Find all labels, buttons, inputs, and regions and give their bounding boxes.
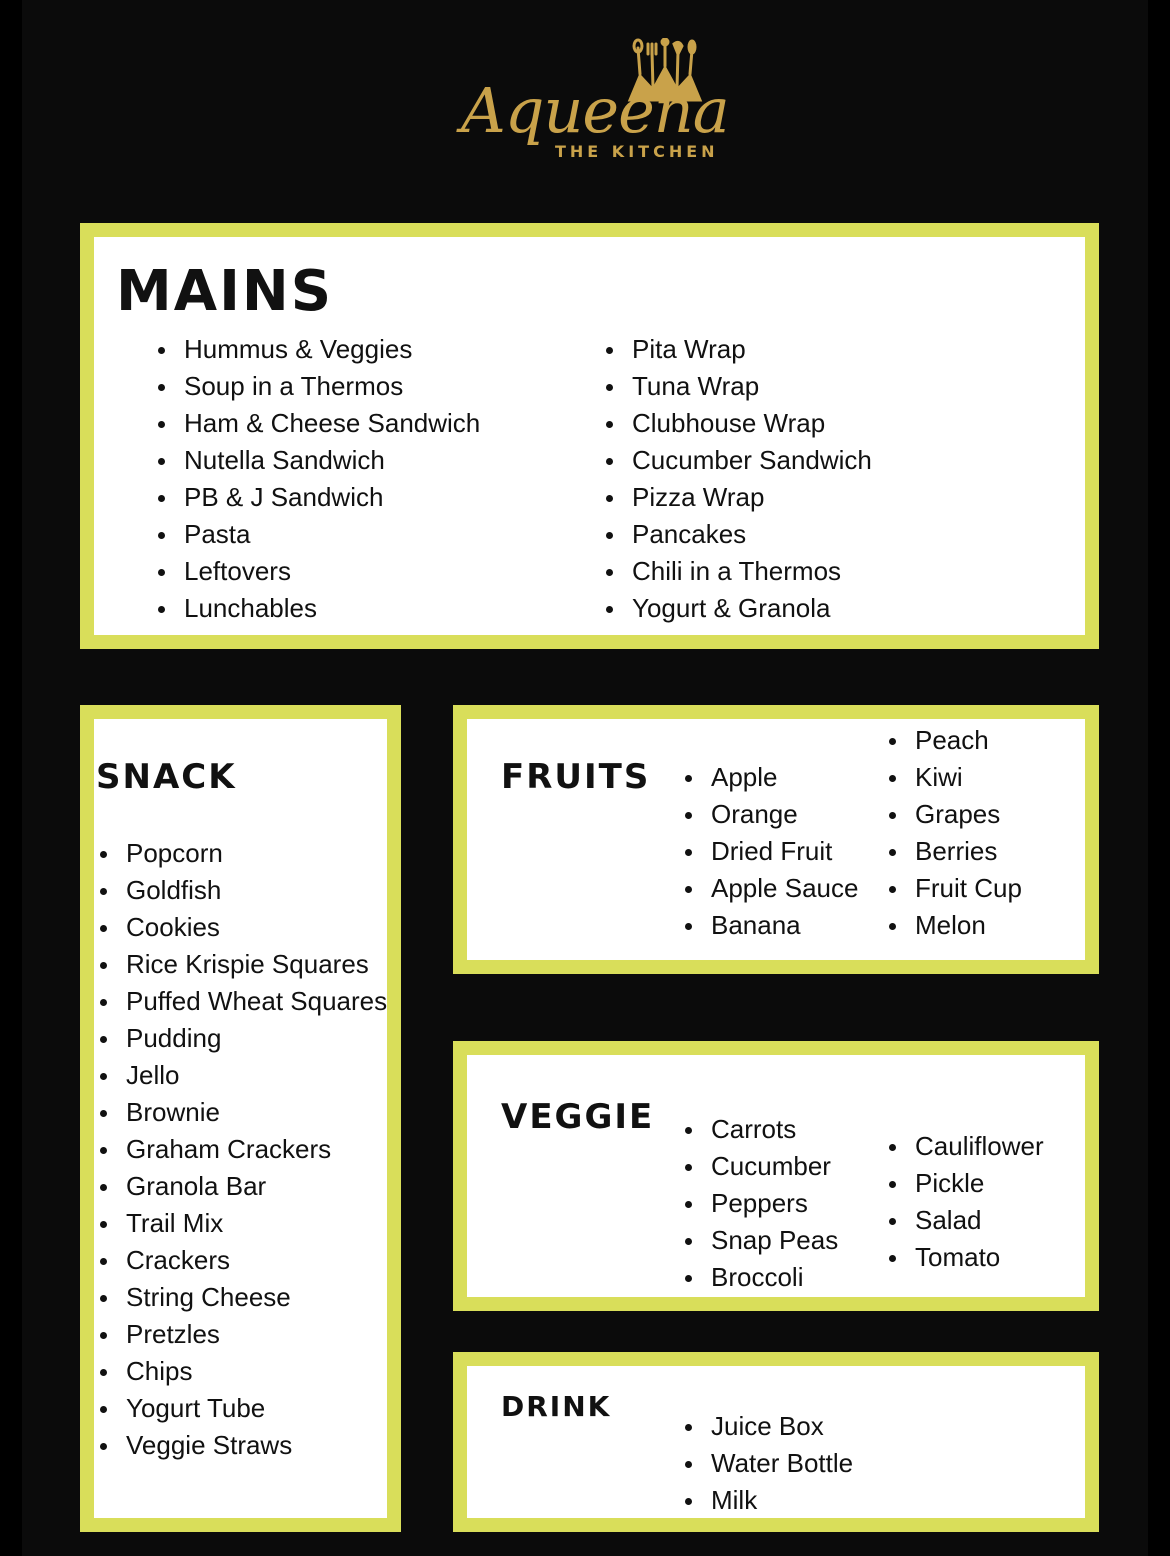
list-item: Milk bbox=[683, 1482, 853, 1519]
mains-list-left bbox=[156, 331, 480, 627]
list-item: Pita Wrap bbox=[604, 331, 872, 368]
list-item: Pasta bbox=[156, 516, 480, 553]
mains-list-right bbox=[604, 331, 872, 627]
snack-box bbox=[80, 705, 401, 1532]
list-item: Melon bbox=[887, 907, 1022, 944]
veggie-title: VEGGIE bbox=[501, 1097, 655, 1137]
left-edge bbox=[0, 0, 22, 1556]
list-item: Fruit Cup bbox=[887, 870, 1022, 907]
list-item: Water Bottle bbox=[683, 1445, 853, 1482]
list-item: Pickle bbox=[887, 1165, 1044, 1202]
list-item: Nutella Sandwich bbox=[156, 442, 480, 479]
list-item: Dried Fruit bbox=[683, 833, 858, 870]
logo bbox=[455, 38, 729, 173]
snack-title: SNACK bbox=[96, 757, 237, 797]
list-item: Cauliflower bbox=[887, 1128, 1044, 1165]
list-item: Banana bbox=[683, 907, 858, 944]
mains-box bbox=[80, 223, 1099, 649]
list-item: Cucumber Sandwich bbox=[604, 442, 872, 479]
list-item: Goldfish bbox=[98, 872, 387, 909]
list-item: Orange bbox=[683, 796, 858, 833]
list-item: Yogurt Tube bbox=[98, 1390, 387, 1427]
list-item: Lunchables bbox=[156, 590, 480, 627]
list-item: Grapes bbox=[887, 796, 1022, 833]
fruits-box bbox=[453, 705, 1099, 974]
drink-title: DRINK bbox=[501, 1390, 612, 1423]
list-item: Crackers bbox=[98, 1242, 387, 1279]
list-item: Ham & Cheese Sandwich bbox=[156, 405, 480, 442]
list-item: Graham Crackers bbox=[98, 1131, 387, 1168]
list-item: Apple bbox=[683, 759, 858, 796]
veggie-list-left bbox=[683, 1111, 838, 1296]
list-item: Apple Sauce bbox=[683, 870, 858, 907]
list-item: Soup in a Thermos bbox=[156, 368, 480, 405]
snack-list bbox=[98, 835, 387, 1464]
list-item: PB & J Sandwich bbox=[156, 479, 480, 516]
list-item: Peppers bbox=[683, 1185, 838, 1222]
mains-title: MAINS bbox=[116, 259, 334, 324]
list-item: Pizza Wrap bbox=[604, 479, 872, 516]
list-item: Popcorn bbox=[98, 835, 387, 872]
fruits-title: FRUITS bbox=[501, 757, 651, 797]
list-item: Pretzles bbox=[98, 1316, 387, 1353]
list-item: Kiwi bbox=[887, 759, 1022, 796]
fruits-list-left bbox=[683, 759, 858, 944]
list-item: Tuna Wrap bbox=[604, 368, 872, 405]
right-edge bbox=[1148, 0, 1170, 1556]
veggie-box bbox=[453, 1041, 1099, 1311]
list-item: Snap Peas bbox=[683, 1222, 838, 1259]
list-item: Cucumber bbox=[683, 1148, 838, 1185]
drink-box bbox=[453, 1352, 1099, 1532]
list-item: Juice Box bbox=[683, 1408, 853, 1445]
list-item: Carrots bbox=[683, 1111, 838, 1148]
list-item: Salad bbox=[887, 1202, 1044, 1239]
veggie-list-right bbox=[887, 1128, 1044, 1276]
list-item: Chili in a Thermos bbox=[604, 553, 872, 590]
drink-list bbox=[683, 1408, 853, 1519]
fruits-list-right bbox=[887, 722, 1022, 944]
list-item: Veggie Straws bbox=[98, 1427, 387, 1464]
list-item: String Cheese bbox=[98, 1279, 387, 1316]
list-item: Brownie bbox=[98, 1094, 387, 1131]
list-item: Granola Bar bbox=[98, 1168, 387, 1205]
list-item: Berries bbox=[887, 833, 1022, 870]
list-item: Puffed Wheat Squares bbox=[98, 983, 387, 1020]
list-item: Pancakes bbox=[604, 516, 872, 553]
list-item: Tomato bbox=[887, 1239, 1044, 1276]
list-item: Pudding bbox=[98, 1020, 387, 1057]
list-item: Trail Mix bbox=[98, 1205, 387, 1242]
logo-script: Aqueena bbox=[461, 74, 729, 147]
list-item: Cookies bbox=[98, 909, 387, 946]
logo-subtitle: THE KITCHEN bbox=[555, 142, 719, 161]
list-item: Clubhouse Wrap bbox=[604, 405, 872, 442]
list-item: Leftovers bbox=[156, 553, 480, 590]
list-item: Jello bbox=[98, 1057, 387, 1094]
list-item: Hummus & Veggies bbox=[156, 331, 480, 368]
list-item: Rice Krispie Squares bbox=[98, 946, 387, 983]
list-item: Yogurt & Granola bbox=[604, 590, 872, 627]
list-item: Chips bbox=[98, 1353, 387, 1390]
list-item: Broccoli bbox=[683, 1259, 838, 1296]
list-item: Peach bbox=[887, 722, 1022, 759]
